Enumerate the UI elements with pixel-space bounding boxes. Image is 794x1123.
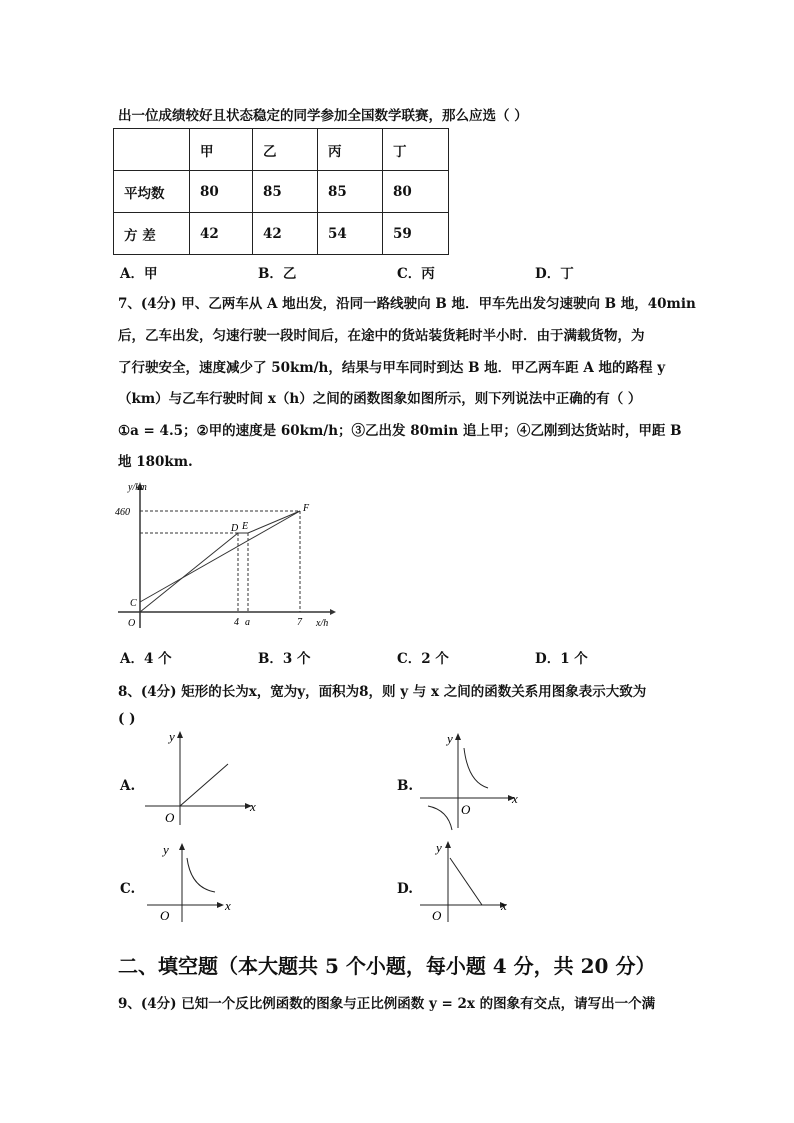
y-label: y xyxy=(447,731,453,746)
table-row xyxy=(114,213,449,255)
table-cell: 乙 xyxy=(253,129,318,171)
q6-option-a: A．甲 xyxy=(120,266,158,282)
q8-graph-a xyxy=(140,730,265,830)
origin-label: O xyxy=(461,802,471,817)
q6-option-b: B．乙 xyxy=(258,266,297,282)
origin-label: O xyxy=(165,810,175,825)
q7-line: 了行驶安全，速度减少了 50km/h，结果与甲车同时到达 B 地．甲乙两车距 A 地的路程 y xyxy=(118,360,666,376)
x-tick-7: 7 xyxy=(297,617,302,628)
q7-line: 7、(4分) 甲、乙两车从 A 地出发，沿同一路线驶向 B 地．甲车先出发匀速驶向 B 地，40min xyxy=(118,296,696,312)
q8-line: ( ) xyxy=(118,711,136,727)
q7-option-d: D．1 个 xyxy=(535,651,588,667)
origin-label: O xyxy=(432,908,442,923)
q8-graph-d xyxy=(418,838,518,923)
q8-option-b-label: B. xyxy=(397,778,414,794)
q7-line: （km）与乙车行驶时间 x（h）之间的函数图象如图所示，则下列说法中正确的有（ ） xyxy=(118,391,642,407)
table-cell xyxy=(114,129,190,171)
x-label: x xyxy=(501,898,507,913)
table-cell: 丙 xyxy=(318,129,383,171)
y-axis-label: y/km xyxy=(128,482,147,493)
table-cell: 80 xyxy=(190,171,253,213)
q6-option-d: D．丁 xyxy=(535,266,574,282)
point-f: F xyxy=(303,503,310,514)
table-cell: 80 xyxy=(383,171,449,213)
q8-option-c-label: C. xyxy=(120,881,136,897)
q8-line: 8、(4分) 矩形的长为x，宽为y，面积为8，则 y 与 x 之间的函数关系用图象表示大致为 xyxy=(118,684,647,700)
point-o: O xyxy=(128,618,136,629)
q7-line: 地 180km. xyxy=(118,454,193,470)
table-cell: 甲 xyxy=(190,129,253,171)
score-table xyxy=(113,128,449,255)
table-cell: 42 xyxy=(253,213,318,255)
origin-label: O xyxy=(160,908,170,923)
q8-option-a-label: A. xyxy=(120,778,136,794)
q7-line: ①a = 4.5；②甲的速度是 60km/h；③乙出发 80min 追上甲；④乙刚到达货站时，甲距 B xyxy=(118,423,682,439)
q6-intro: 出一位成绩较好且状态稳定的同学参加全国数学联赛，那么应选（ ） xyxy=(118,108,528,124)
guide-lines xyxy=(140,511,300,612)
q8-option-d-label: D. xyxy=(397,881,413,897)
table-row xyxy=(114,171,449,213)
table-cell: 方 差 xyxy=(114,213,190,255)
section-heading: 二、填空题（本大题共 5 个小题，每小题 4 分，共 20 分） xyxy=(118,954,656,978)
y-tick-460: 460 xyxy=(115,507,130,518)
y-label: y xyxy=(436,840,442,855)
x-axis-label: x/h xyxy=(316,618,329,629)
point-e: E xyxy=(242,521,249,532)
table-cell: 54 xyxy=(318,213,383,255)
table-header-row xyxy=(114,129,449,171)
table-cell: 平均数 xyxy=(114,171,190,213)
q7-option-a: A．4 个 xyxy=(120,651,172,667)
y-label: y xyxy=(169,729,175,744)
table-cell: 42 xyxy=(190,213,253,255)
table-cell: 85 xyxy=(253,171,318,213)
q7-distance-time-graph xyxy=(115,478,338,634)
x-tick-4: 4 xyxy=(234,617,239,628)
x-label: x xyxy=(512,791,518,806)
table-cell: 85 xyxy=(318,171,383,213)
table-cell: 丁 xyxy=(383,129,449,171)
x-arrow-icon xyxy=(330,609,336,615)
point-d: D xyxy=(231,523,239,534)
q6-option-c: C．丙 xyxy=(397,266,435,282)
q7-option-c: C．2 个 xyxy=(397,651,449,667)
car-a-line xyxy=(140,511,300,602)
y-label: y xyxy=(163,842,169,857)
point-c: C xyxy=(130,598,137,609)
q7-line: 后，乙车出发，匀速行驶一段时间后，在途中的货站装货耗时半小时．由于满载货物，为 xyxy=(118,328,645,344)
q8-graph-c xyxy=(145,840,240,925)
x-tick-a: a xyxy=(245,617,250,628)
table-cell: 59 xyxy=(383,213,449,255)
x-label: x xyxy=(225,898,231,913)
q7-option-b: B．3 个 xyxy=(258,651,311,667)
q9-text: 9、(4分) 已知一个反比例函数的图象与正比例函数 y = 2x 的图象有交点，请写出一个满 xyxy=(118,996,656,1012)
x-label: x xyxy=(250,799,256,814)
q8-graph-b xyxy=(418,730,528,835)
car-b-line xyxy=(140,511,300,612)
